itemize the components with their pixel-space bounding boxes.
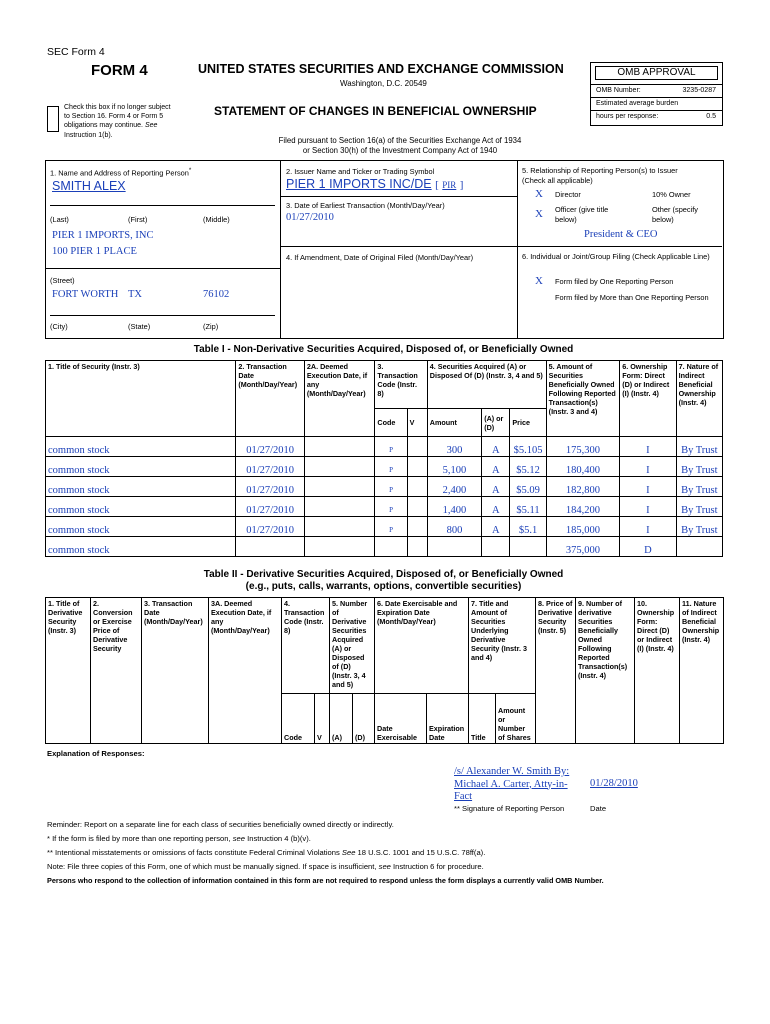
table1: 1. Title of Security (Instr. 3) 2. Transaction Date (Month/Day/Year) 2A. Deemed Execution Date, if any (Month/Day/Year) 3. Transaction Code (Instr. 8) 4. Securities Acquired (A) or Disposed Of (D) (Instr. 3, 4 and 5) 5. Amount of Securities Beneficially Owned Following Reported Transaction(s) (Instr. 3 and 4) 6. Ownership Form: Direct (D) or Indirect (I) (Instr. 4) 7. Nature of Indirect Beneficial Ownership (Instr. 4) Code V Amount (A) or (D) Price common stock 01/27/2010 P 300 A $5.105 175,300 I By Trust common stock 01/27/2010 P 5,100 A $5.12 180,400 I By Trust common stock 01/27/2010 P 2,400 A $5.09 182,800 I By Trust common stock 01/27/2010 P 1,400 A $5.11 184,200 I By Trust common stock 01/27/2010 P 800 A $5.1 185,000 I By Trust common stock 375,000 D xyxy=(45,360,723,557)
omb-hours-label: hours per response: xyxy=(596,113,659,120)
form-title: FORM 4 xyxy=(91,62,148,79)
t2-col-title: 1. Title of Derivative Security (Instr. 3) xyxy=(46,598,91,744)
table-row: common stock 01/27/2010 P 300 A $5.105 175,300 I By Trust xyxy=(46,437,723,457)
table-row: common stock 01/27/2010 P 800 A $5.1 185,000 I By Trust xyxy=(46,517,723,537)
table2-title: Table II - Derivative Securities Acquired, Disposed of, or Beneficially Owned (e.g., puts, calls, warrants, options, convertible securities) xyxy=(203,569,564,592)
city-label: (City) xyxy=(50,322,68,331)
t2-col-owned: 9. Number of derivative Securities Beneficially Owned Following Reported Transaction(s) (Instr. 4) xyxy=(576,598,635,744)
reminder-note: Reminder: Report on a separate line for each class of securities beneficially owned directly or indirectly. xyxy=(47,820,394,829)
omb-number-label: OMB Number: xyxy=(596,87,641,94)
t2-col-nature: 11. Nature of Indirect Beneficial Ownership (Instr. 4) xyxy=(680,598,724,744)
explanation-label: Explanation of Responses: xyxy=(47,749,145,758)
earliest-date-value: 01/27/2010 xyxy=(286,212,334,223)
t2-col-exercisable: 6. Date Exercisable and Expiration Date (Month/Day/Year) xyxy=(375,598,469,694)
issuer-name: PIER 1 IMPORTS INC/DE xyxy=(286,177,432,191)
t2-col-number: 5. Number of Derivative Securities Acquired (A) or Disposed of (D) (Instr. 3, 4 and 5) xyxy=(330,598,375,694)
t2-col-price: 8. Price of Derivative Security (Instr. 5) xyxy=(536,598,576,744)
t1-col-title: 1. Title of Security (Instr. 3) xyxy=(46,361,236,437)
last-label: (Last) xyxy=(50,215,69,224)
t1-col-date: 2. Transaction Date (Month/Day/Year) xyxy=(236,361,305,437)
city-value: FORT WORTH xyxy=(52,289,119,300)
reporting-address: 100 PIER 1 PLACE xyxy=(52,246,137,257)
table-row: common stock 01/27/2010 P 2,400 A $5.09 182,800 I By Trust xyxy=(46,477,723,497)
no-longer-subject-checkbox[interactable] xyxy=(47,106,59,132)
table-row: common stock 01/27/2010 P 1,400 A $5.11 184,200 I By Trust xyxy=(46,497,723,517)
t1-col-amount-owned: 5. Amount of Securities Beneficially Owned Following Reported Transaction(s) (Instr. 3 and 4) xyxy=(546,361,620,437)
checkbox-instructions: Check this box if no longer subject to Section 16. Form 4 or Form 5 obligations may continue. See Instruction 1(b). xyxy=(64,104,171,139)
director-label: Director xyxy=(555,190,581,199)
reporting-person-label: 1. Name and Address of Reporting Person* xyxy=(50,167,192,178)
officer-check[interactable]: X xyxy=(535,208,543,220)
filing-label: 6. Individual or Joint/Group Filing (Check Applicable Line) xyxy=(522,252,710,261)
t2-col-deemed: 3A. Deemed Execution Date, if any (Month/Day/Year) xyxy=(209,598,282,744)
officer-title-value: President & CEO xyxy=(584,229,658,240)
first-label: (First) xyxy=(128,215,148,224)
t2-col-code: 4. Transaction Code (Instr. 8) xyxy=(282,598,330,694)
omb-number-value: 3235-0287 xyxy=(682,87,716,94)
note-3: Note: File three copies of this Form, one of which must be manually signed. If space is insufficient, see Instruction 6 for procedure. xyxy=(47,862,484,871)
one-person-check[interactable]: X xyxy=(535,275,543,287)
t2-col-date: 3. Transaction Date (Month/Day/Year) xyxy=(142,598,209,744)
note-2: ** Intentional misstatements or omissions of facts constitute Federal Criminal Violations See 18 U.S.C. 1001 and 15 U.S.C. 78ff(a). xyxy=(47,848,486,857)
commission-title: UNITED STATES SECURITIES AND EXCHANGE COMMISSION xyxy=(198,62,564,76)
t2-col-conversion: 2. Conversion or Exercise Price of Derivative Security xyxy=(91,598,142,744)
table-row: common stock 01/27/2010 P 5,100 A $5.12 180,400 I By Trust xyxy=(46,457,723,477)
table2: 1. Title of Derivative Security (Instr. 3) 2. Conversion or Exercise Price of Derivative Security 3. Transaction Date (Month/Day/Year) 3A. Deemed Execution Date, if any (Month/Day/Year) 4. Transaction Code (Instr. 8) 5. Number of Derivative Securities Acquired (A) or Disposed of (D) (Instr. 3, 4 and 5) 6. Date Exercisable and Expiration Date (Month/Day/Year) 7. Title and Amount of Securities Underlying Derivative Security (Instr. 3 and 4) 8. Price of Derivative Security (Instr. 5) 9. Number of derivative Securities Beneficially Owned Following Reported Transaction(s) (Instr. 4) 10. Ownership Form: Direct (D) or Indirect (I) (Instr. 4) 11. Nature of Indirect Beneficial Ownership (Instr. 4) Code V (A) (D) Date Exercisable Expiration Date Title Amount or Number of Shares xyxy=(45,597,724,744)
middle-label: (Middle) xyxy=(203,215,230,224)
more-persons-label: Form filed by More than One Reporting Person xyxy=(555,293,709,302)
t1-col-deemed: 2A. Deemed Execution Date, if any (Month/Day/Year) xyxy=(304,361,375,437)
omb-hours-value: 0.5 xyxy=(706,113,716,120)
t2-col-underlying: 7. Title and Amount of Securities Underlying Derivative Security (Instr. 3 and 4) xyxy=(469,598,536,694)
t1-col-ownership-form: 6. Ownership Form: Direct (D) or Indirect (I) (Instr. 4) xyxy=(620,361,676,437)
filed-pursuant: Filed pursuant to Section 16(a) of the Securities Exchange Act of 1934 or Section 30(h) of the Investment Company Act of 1940 xyxy=(278,136,522,155)
officer-label: Officer (give title below) xyxy=(555,205,609,224)
zip-label: (Zip) xyxy=(203,322,219,331)
signature-date: 01/28/2010 xyxy=(590,778,638,789)
date-label: Date xyxy=(590,804,607,813)
other-label: Other (specify below) xyxy=(652,205,699,224)
street-label: (Street) xyxy=(50,276,75,285)
one-person-label: Form filed by One Reporting Person xyxy=(555,277,674,286)
amendment-label: 4. If Amendment, Date of Original Filed (Month/Day/Year) xyxy=(286,253,474,262)
note-1: * If the form is filed by more than one reporting person, see Instruction 4 (b)(v). xyxy=(47,834,311,843)
reporting-company: PIER 1 IMPORTS, INC xyxy=(52,230,154,241)
t2-col-ownership-form: 10. Ownership Form: Direct (D) or Indirect (I) (Instr. 4) xyxy=(635,598,680,744)
location: Washington, D.C. 20549 xyxy=(340,79,427,88)
omb-title: OMB APPROVAL xyxy=(595,66,718,80)
relationship-label: 5. Relationship of Reporting Person(s) to Issuer (Check all applicable) xyxy=(522,166,678,185)
issuer-ticker: PIR xyxy=(442,180,457,190)
table1-title: Table I - Non-Derivative Securities Acquired, Disposed of, or Beneficially Owned xyxy=(193,344,574,355)
omb-notice: Persons who respond to the collection of information contained in this form are not required to respond unless the form displays a currently valid OMB Number. xyxy=(47,876,604,885)
zip-value: 76102 xyxy=(203,289,230,300)
state-value: TX xyxy=(128,289,142,300)
signature-text: /s/ Alexander W. Smith By: Michael A. Carter, Atty-in- Fact xyxy=(454,766,570,802)
director-check[interactable]: X xyxy=(535,188,543,200)
t1-col-code: 3. Transaction Code (Instr. 8) xyxy=(375,361,427,409)
sec-form-label: SEC Form 4 xyxy=(47,46,105,58)
issuer-label: 2. Issuer Name and Ticker or Trading Symbol xyxy=(286,167,435,176)
state-label: (State) xyxy=(128,322,151,331)
issuer-name-row: PIER 1 IMPORTS INC/DE [ PIR ] xyxy=(286,177,464,191)
ten-pct-label: 10% Owner xyxy=(652,190,691,199)
t1-col-nature: 7. Nature of Indirect Beneficial Ownership (Instr. 4) xyxy=(676,361,722,437)
t1-col-securities: 4. Securities Acquired (A) or Disposed Of (D) (Instr. 3, 4 and 5) xyxy=(427,361,546,409)
earliest-date-label: 3. Date of Earliest Transaction (Month/Day/Year) xyxy=(286,201,445,210)
table-row: common stock 375,000 D xyxy=(46,537,723,557)
statement-title: STATEMENT OF CHANGES IN BENEFICIAL OWNERSHIP xyxy=(214,104,537,118)
omb-approval-box xyxy=(590,62,723,126)
reporting-person-name: SMITH ALEX xyxy=(52,179,126,193)
signature-label: ** Signature of Reporting Person xyxy=(454,804,565,813)
omb-burden-label: Estimated average burden xyxy=(596,100,679,107)
